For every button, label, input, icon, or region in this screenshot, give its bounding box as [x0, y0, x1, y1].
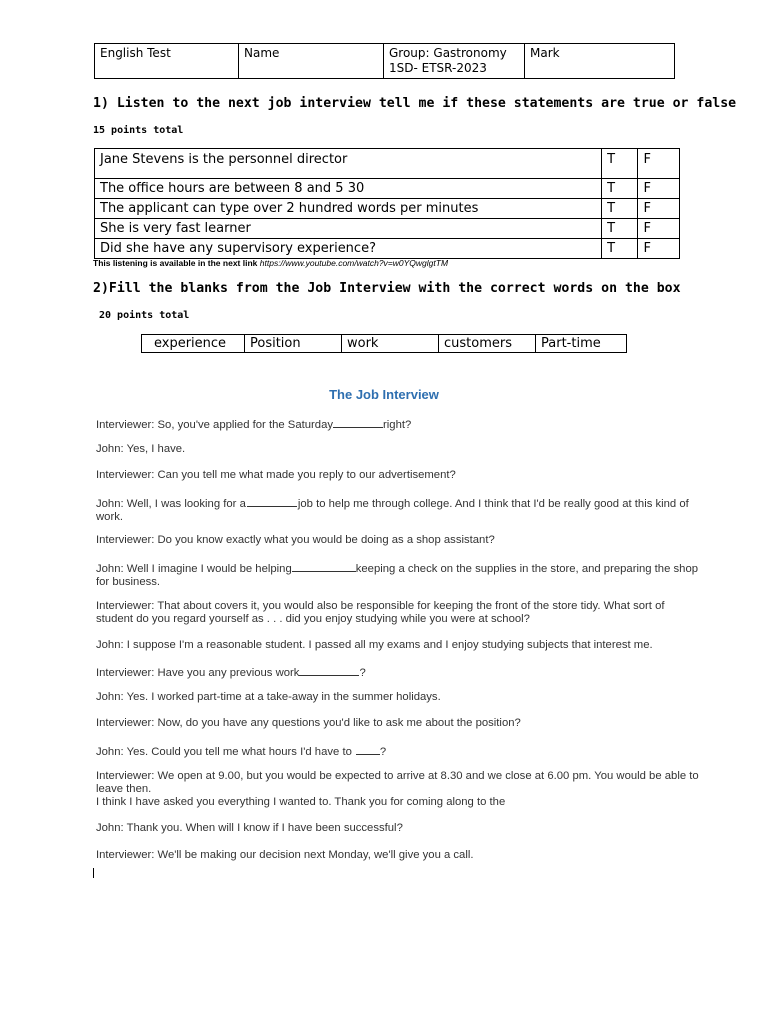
statement-cell: The office hours are between 8 and 5 30: [95, 179, 602, 199]
true-option[interactable]: T: [602, 199, 638, 219]
statement-cell: Jane Stevens is the personnel director: [95, 149, 602, 179]
dialogue-line: Interviewer: Can you tell me what made you reply to our advertisement?: [96, 469, 456, 481]
dialogue-line: John: Yes, I have.: [96, 443, 186, 455]
dialogue-text: John: Yes. Could you tell me what hours I'd have to: [96, 746, 352, 758]
header-table: [94, 43, 675, 79]
dialogue-line: I think I have asked you everything I wanted to. Thank you for coming along to the: [96, 796, 506, 808]
dialogue-text: Interviewer: Have you any previous work: [96, 667, 300, 679]
word-box: [141, 334, 627, 353]
statement-cell: The applicant can type over 2 hundred words per minutes: [95, 199, 602, 219]
group-line1: Group: Gastronomy: [389, 46, 507, 60]
true-option[interactable]: T: [602, 149, 638, 179]
false-option[interactable]: F: [638, 219, 680, 239]
q1-title: 1) Listen to the next job interview tell me if these statements are true or false: [93, 96, 737, 111]
false-option[interactable]: F: [638, 179, 680, 199]
dialogue-line: Interviewer: Do you know exactly what you would be doing as a shop assistant?: [96, 534, 495, 546]
blank-5[interactable]: [356, 744, 380, 755]
dialogue-text: keeping a check on the supplies in the store, and preparing the shop for business.: [96, 563, 699, 588]
true-false-table: [94, 148, 680, 259]
dialogue-line: John: Thank you. When will I know if I have been successful?: [96, 822, 403, 834]
dialogue-line: John: I suppose I'm a reasonable student. I passed all my exams and I enjoy studying subjects that interest me.: [96, 639, 653, 651]
table-row: [95, 179, 680, 199]
subject-cell: English Test: [95, 44, 239, 79]
dialogue-line: Interviewer: We open at 9.00, but you would be expected to arrive at 8.30 and we close at 6.00 pm. You would be able to leave then.: [96, 770, 699, 795]
table-row: [95, 149, 680, 179]
q2-title: 2)Fill the blanks from the Job Interview with the correct words on the box: [93, 281, 681, 296]
blank-3[interactable]: [292, 561, 356, 572]
table-row: [95, 219, 680, 239]
dialogue-line: Interviewer: Now, do you have any questions you'd like to ask me about the position?: [96, 717, 521, 729]
dialogue-text: job to help me through college. And I think that I'd be really good at this kind of work.: [96, 498, 689, 523]
true-option[interactable]: T: [602, 219, 638, 239]
name-cell[interactable]: Name: [239, 44, 384, 79]
group-cell: [384, 44, 525, 79]
dialogue-text: John: Well I imagine I would be helping: [96, 563, 292, 575]
dialogue-text: John: Well, I was looking for a: [96, 498, 246, 510]
statement-cell: Did she have any supervisory experience?: [95, 239, 602, 259]
dialogue-line: Interviewer: We'll be making our decision next Monday, we'll give you a call.: [96, 849, 474, 861]
text-cursor: [93, 868, 94, 878]
false-option[interactable]: F: [638, 149, 680, 179]
word-part-time: Part-time: [536, 335, 627, 353]
dialogue-line: John: Yes. I worked part-time at a take-away in the summer holidays.: [96, 691, 441, 703]
dialogue-line: [96, 665, 704, 680]
table-row: [95, 239, 680, 259]
statement-cell: She is very fast learner: [95, 219, 602, 239]
true-option[interactable]: T: [602, 239, 638, 259]
dialogue-line: [96, 417, 704, 432]
group-line2: 1SD- ETSR-2023: [389, 61, 487, 75]
listening-link[interactable]: https://www.youtube.com/watch?v=w0YQwglgtTM: [259, 258, 449, 268]
listening-note: [93, 258, 448, 268]
word-customers: customers: [439, 335, 536, 353]
dialogue-line: [96, 561, 704, 589]
blank-1[interactable]: [333, 417, 383, 428]
dialogue-text: ?: [359, 667, 366, 679]
table-row: [95, 199, 680, 219]
mark-cell: Mark: [525, 44, 675, 79]
dialogue-title: The Job Interview: [329, 387, 439, 402]
q2-points: 20 points total: [99, 310, 190, 321]
dialogue-line: [96, 496, 704, 524]
word-work: work: [342, 335, 439, 353]
listening-note-text: This listening is available in the next link: [93, 258, 258, 268]
false-option[interactable]: F: [638, 199, 680, 219]
dialogue-line: Interviewer: That about covers it, you would also be responsible for keeping the front of the store tidy. What sort of student do you regard yourself as . . . did you enjoy studying while you were at school?: [96, 600, 665, 625]
q1-points: 15 points total: [93, 125, 184, 136]
word-position: Position: [245, 335, 342, 353]
dialogue-text: Interviewer: So, you've applied for the Saturday: [96, 419, 334, 431]
dialogue-text: ?: [379, 746, 387, 758]
dialogue-line: [96, 744, 704, 759]
blank-2[interactable]: [247, 496, 297, 507]
dialogue-text: right?: [383, 419, 412, 431]
blank-4[interactable]: [299, 665, 359, 676]
word-experience: experience: [142, 335, 245, 353]
true-option[interactable]: T: [602, 179, 638, 199]
false-option[interactable]: F: [638, 239, 680, 259]
